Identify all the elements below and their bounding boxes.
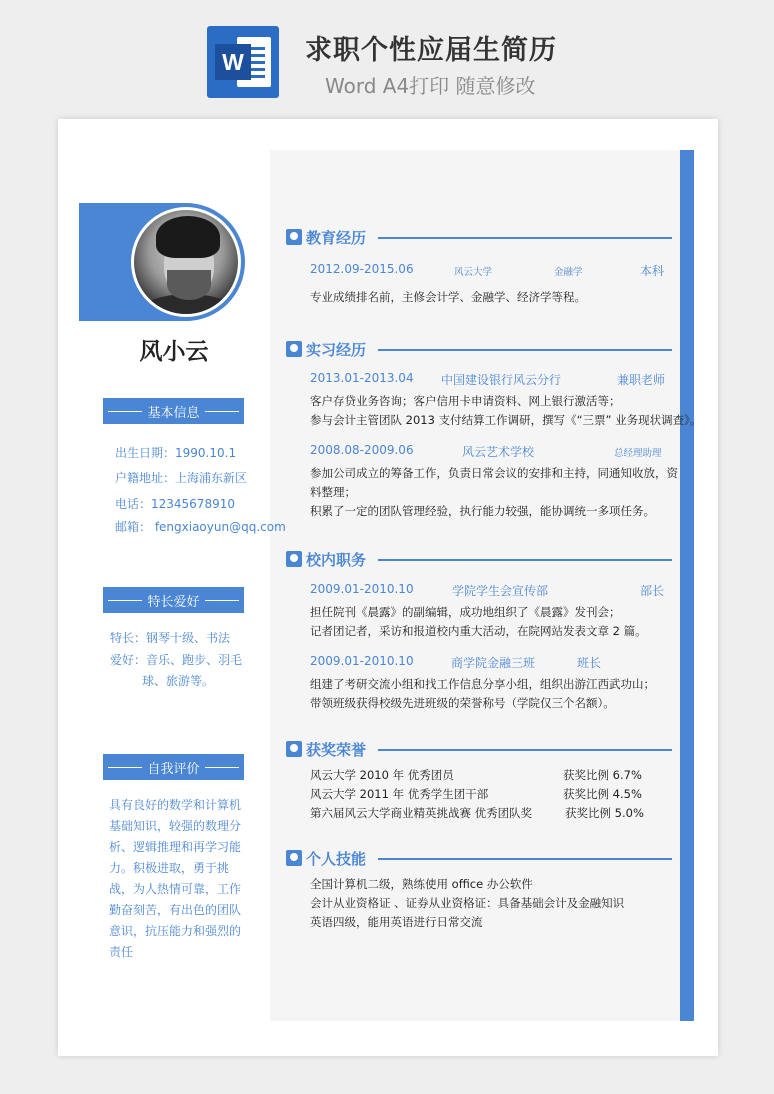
education-heading: 教育经历 — [286, 226, 366, 248]
award-name-1: 风云大学 2010 年 优秀团员 — [310, 768, 454, 782]
award-ratio-2: 获奖比例 4.5% — [563, 787, 642, 801]
campus-2-meta: 2009.01-2010.10 商学院金融三班 班长 — [310, 654, 602, 670]
main-accent-bar — [680, 150, 694, 1021]
avatar — [131, 207, 241, 317]
hobby-line-2: 球、旅游等。 — [142, 674, 215, 688]
user-icon — [286, 850, 302, 866]
email: 邮箱： fengxiaoyun@qq.com — [115, 520, 286, 534]
hobby-line-1: 爱好：音乐、跑步、羽毛 — [110, 653, 243, 667]
internship-1-line-2: 参与会计主管团队 2013 支付结算工作调研，撰写《“三票” 业务现状调查》。 — [310, 413, 702, 427]
campus-2-line-2: 带领班级获得校级先进班级的荣誉称号（学院仅三个名额）。 — [310, 696, 615, 710]
header-subtitle: Word A4打印 随意修改 — [325, 74, 536, 98]
award-name-3: 第六届风云大学商业精英挑战赛 优秀团队奖 — [310, 806, 533, 820]
skill-line-2: 会计从业资格证 、证券从业资格证：具备基础会计及金融知识 — [310, 896, 625, 910]
internship-2-meta: 2008.08-2009.06 风云艺术学校 总经理助理 — [310, 443, 662, 459]
campus-1-line-2: 记者团记者，采访和报道校内重大活动，在院网站发表文章 2 篇。 — [310, 624, 647, 638]
header-title: 求职个性应届生简历 — [305, 35, 557, 66]
internship-1-line-1: 客户存贷业务咨询；客户信用卡申请资料、网上银行激活等； — [310, 394, 621, 408]
internship-2-line-3: 积累了一定的团队管理经验，执行能力较强，能协调统一多项任务。 — [310, 504, 655, 518]
word-doc-icon — [207, 26, 279, 98]
skill-line-1: 全国计算机二级，熟练使用 office 办公软件 — [310, 877, 533, 891]
education-meta: 2012.09-2015.06 风云大学 金融学 本科 — [310, 262, 665, 278]
birth-date: 出生日期：1990.10.1 — [115, 446, 237, 460]
hometown: 户籍地址：上海浦东新区 — [115, 471, 248, 485]
internship-1-meta: 2013.01-2013.04 中国建设银行风云分行 兼职老师 — [310, 371, 666, 387]
hobbies-label: 特长爱好 — [103, 587, 244, 613]
campus-1-meta: 2009.01-2010.10 学院学生会宣传部 部长 — [310, 582, 665, 598]
awards-list — [310, 767, 662, 827]
skills-heading: 个人技能 — [286, 847, 366, 869]
internship-heading: 实习经历 — [286, 338, 366, 360]
trophy-icon — [286, 741, 302, 757]
internship-2-line-2: 料整理； — [310, 485, 356, 499]
candidate-name: 风小云 — [139, 339, 209, 365]
award-name-2: 风云大学 2011 年 优秀学生团干部 — [310, 787, 489, 801]
resume-page — [58, 119, 718, 1056]
campus-1-line-1: 担任院刊《晨露》的副编辑，成功地组织了《晨露》发刊会； — [310, 605, 621, 619]
person-badge-icon — [286, 341, 302, 357]
internship-2-line-1: 参加公司成立的筹备工作，负责日常会议的安排和主持，同通知收放，资 — [310, 466, 678, 480]
self-eval-text: 具有良好的数学和计算机基础知识，较强的数理分析、逻辑推理和再学习能力。积极进取，勇于挑战，为人热情可靠，工作勤奋刻苦，有出色的团队意识，抗压能力和强烈的责任 — [109, 798, 242, 959]
education-desc: 专业成绩排名前，主修会计学、金融学、经济学等程。 — [310, 290, 586, 304]
awards-heading: 获奖荣誉 — [286, 738, 366, 760]
campus-2-line-1: 组建了考研交流小组和找工作信息分享小组，组织出游江西武功山； — [310, 677, 655, 691]
campus-heading: 校内职务 — [286, 548, 366, 570]
home-icon — [286, 551, 302, 567]
self-eval-label: 自我评价 — [103, 754, 244, 780]
skill-line-3: 英语四级，能用英语进行日常交流 — [310, 915, 483, 929]
award-ratio-1: 获奖比例 6.7% — [563, 768, 642, 782]
word-letter: W — [215, 44, 251, 80]
phone: 电话：12345678910 — [115, 497, 235, 511]
skill-line: 特长：钢琴十级、书法 — [110, 631, 231, 645]
leaf-icon — [286, 229, 302, 245]
award-ratio-3: 获奖比例 5.0% — [565, 806, 644, 820]
basic-info-label: 基本信息 — [103, 398, 244, 424]
